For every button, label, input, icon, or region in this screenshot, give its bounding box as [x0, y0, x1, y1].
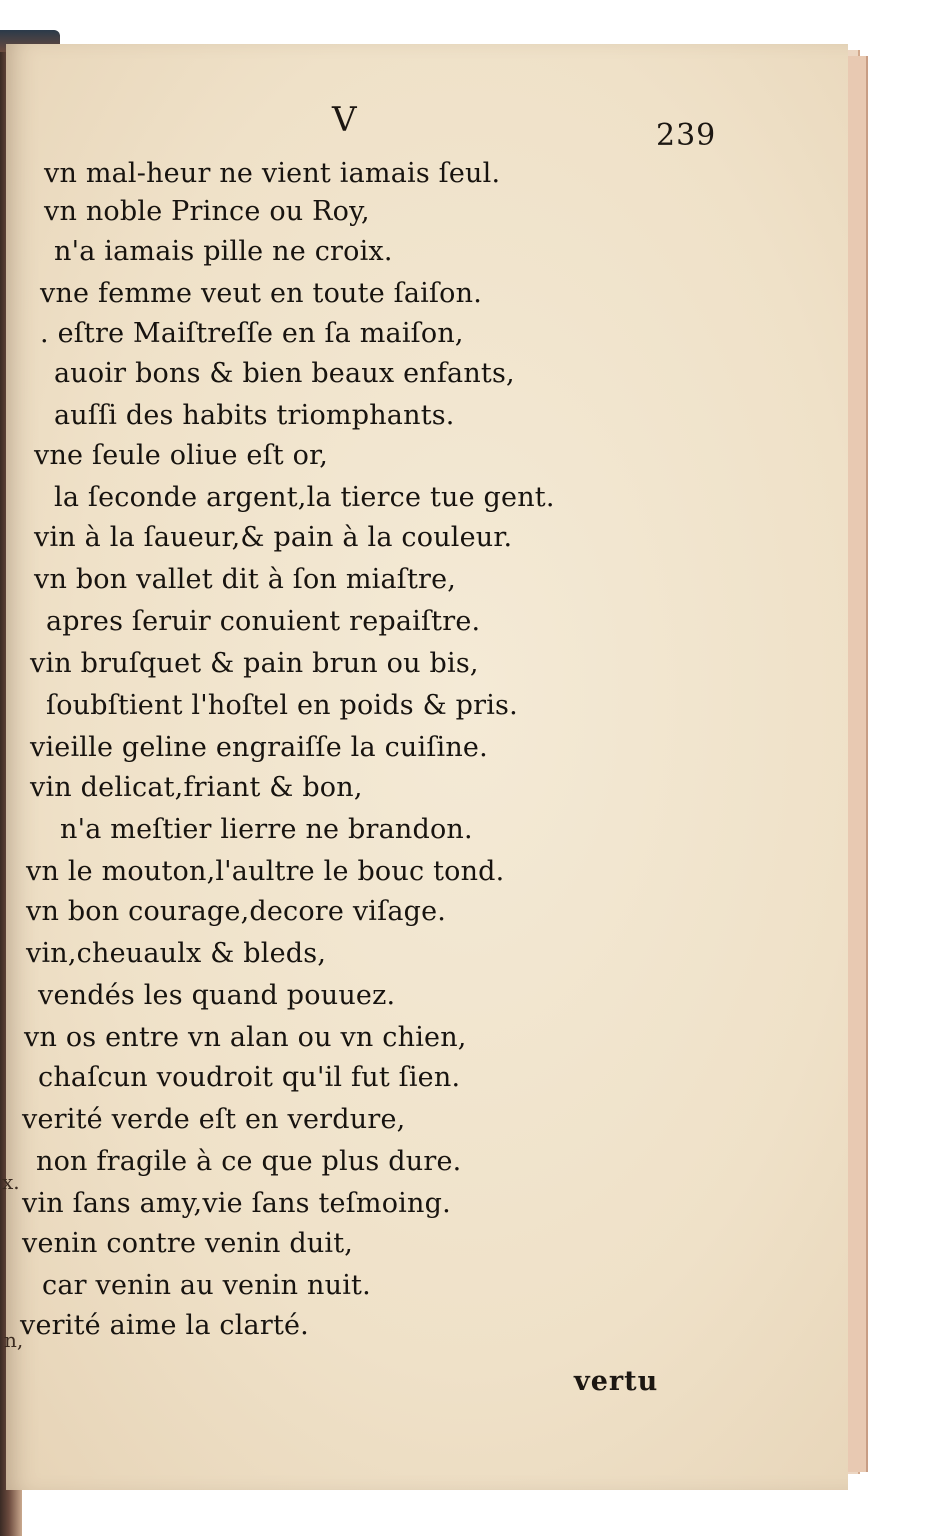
text-line: vn noble Prince ou Roy, — [44, 196, 370, 227]
text-line: la ſeconde argent,la tierce tue gent. — [54, 482, 555, 513]
text-line: vin bruſquet & pain brun ou bis, — [30, 648, 479, 679]
text-line: n'a meſtier lierre ne brandon. — [60, 814, 473, 845]
text-line: vin à la ſaueur,& pain à la couleur. — [34, 522, 513, 553]
text-line: verité aime la clarté. — [20, 1310, 309, 1341]
catchword: vertu — [574, 1366, 659, 1397]
text-line: apres ſeruir conuient repaiſtre. — [46, 606, 481, 637]
text-line: n'a iamais pille ne croix. — [54, 236, 393, 267]
page-number: 239 — [656, 118, 717, 153]
text-line: vn le mouton,l'aultre le bouc tond. — [26, 856, 505, 887]
text-line: vn bon vallet dit à ſon miaſtre, — [34, 564, 457, 595]
text-line: vin delicat,friant & bon, — [30, 772, 363, 803]
text-line: chaſcun voudroit qu'il fut ſien. — [38, 1062, 461, 1093]
text-line: car venin au venin nuit. — [42, 1270, 371, 1301]
text-line: vne ſeule oliue eſt or, — [34, 440, 329, 471]
running-header-letter: V — [332, 100, 357, 140]
text-line: vieille geline engraiſſe la cuiſine. — [30, 732, 488, 763]
text-line: ſoubſtient l'hoſtel en poids & pris. — [46, 690, 518, 721]
text-line: vin ſans amy,vie ſans teſmoing. — [22, 1188, 451, 1219]
text-line: vne femme veut en toute ſaiſon. — [40, 278, 482, 309]
text-line: auſſi des habits triomphants. — [54, 400, 455, 431]
margin-mark: n, — [4, 1328, 24, 1352]
text-line: verité verde eſt en verdure, — [22, 1104, 406, 1135]
text-line: venin contre venin duit, — [22, 1228, 354, 1259]
text-line: vn os entre vn alan ou vn chien, — [24, 1022, 467, 1053]
text-line: non fragile à ce que plus dure. — [36, 1146, 462, 1177]
text-line: vin,cheuaulx & bleds, — [26, 938, 327, 969]
text-line: . eſtre Maiſtreſſe en ſa maiſon, — [40, 318, 464, 349]
text-line: vn mal-heur ne vient iamais ſeul. — [44, 158, 501, 189]
text-line: vendés les quand pouuez. — [38, 980, 396, 1011]
margin-mark: x. — [2, 1170, 20, 1194]
text-line: vn bon courage,decore viſage. — [26, 896, 447, 927]
text-line: auoir bons & bien beaux enfants, — [54, 358, 515, 389]
